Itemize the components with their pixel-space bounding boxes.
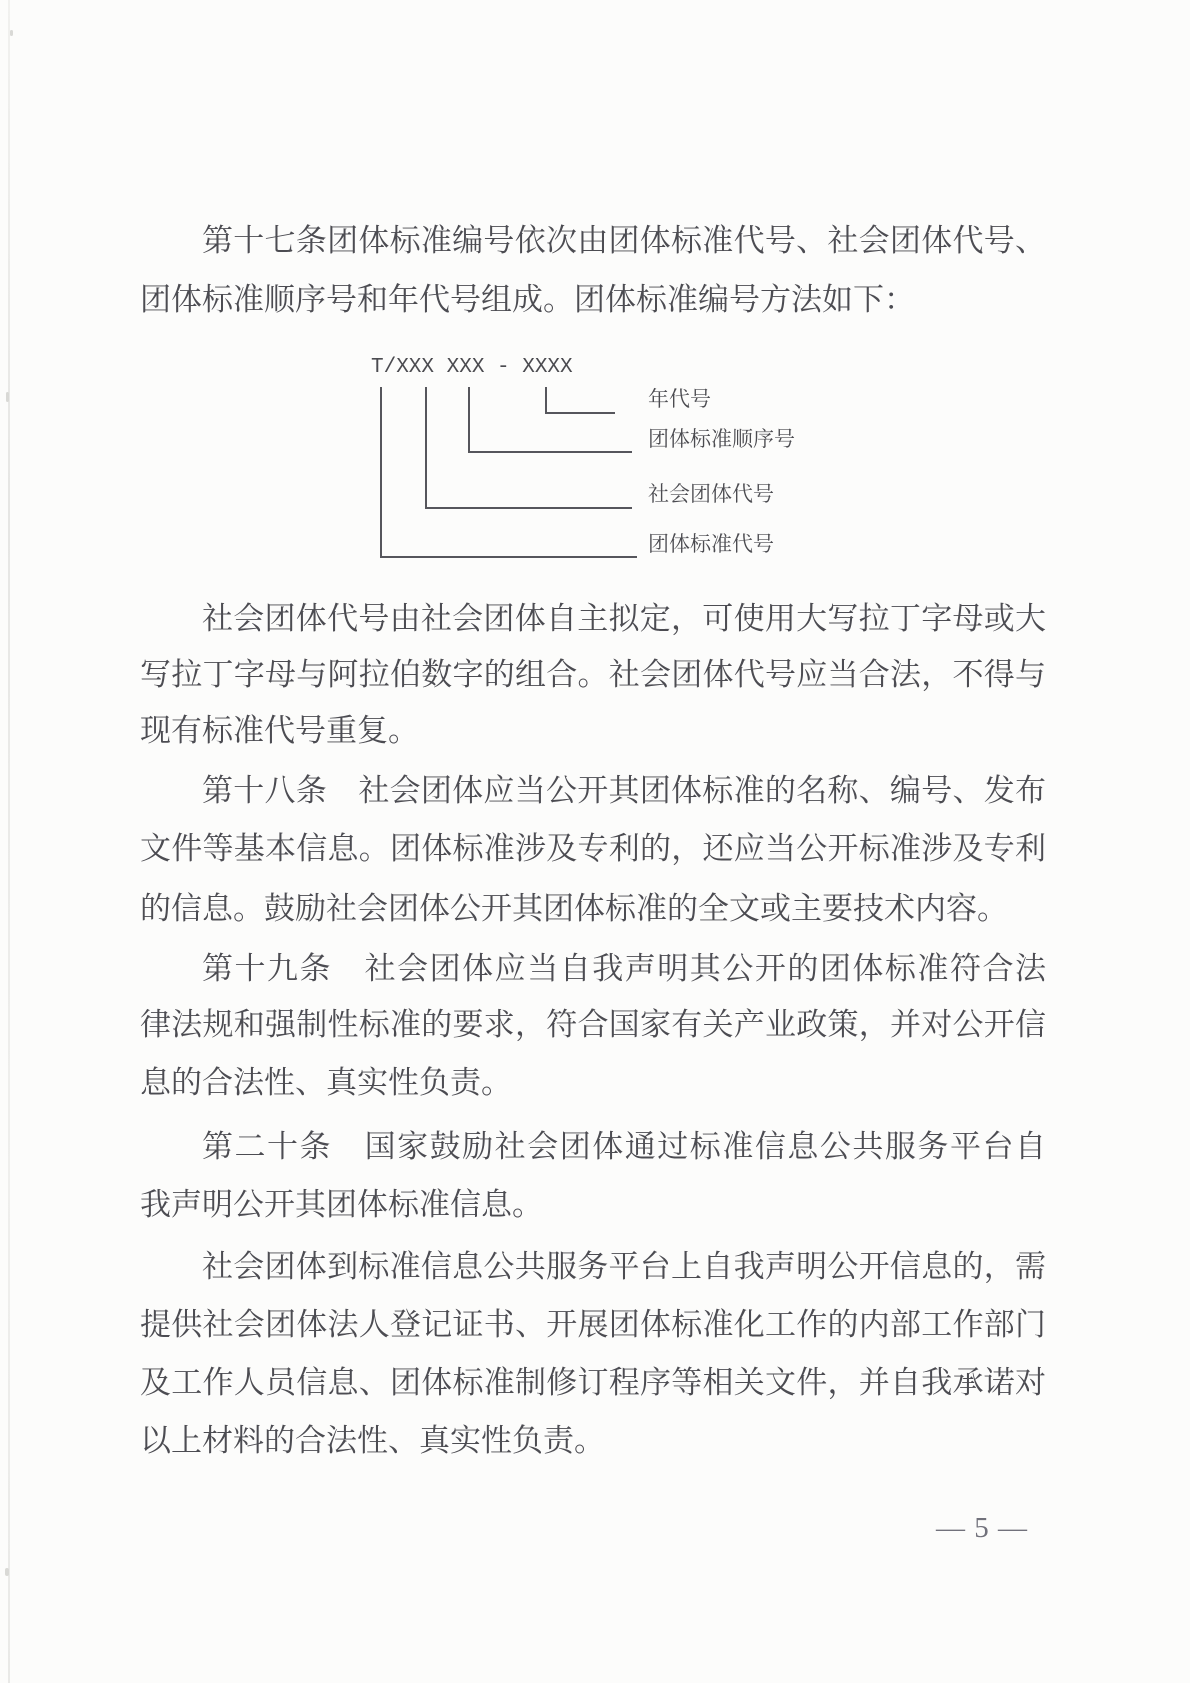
connector-line-year-code [545, 387, 615, 414]
page-number: — 5 — [936, 1512, 1028, 1544]
text-line: 的信息。鼓励社会团体公开其团体标准的全文或主要技术内容。 [140, 891, 1008, 926]
text-line: 及工作人员信息、团体标准制修订程序等相关文件，并自我承诺对 [140, 1365, 1046, 1400]
text-line: 第二十条 国家鼓励社会团体通过标准信息公共服务平台自 [202, 1129, 1046, 1164]
text-line: 文件等基本信息。团体标准涉及专利的，还应当公开标准涉及专利 [140, 831, 1046, 866]
text-line: 第十八条 社会团体应当公开其团体标准的名称、编号、发布 [202, 773, 1046, 808]
text-line: 团体标准顺序号和年代号组成。团体标准编号方法如下： [140, 282, 915, 317]
text-line: 写拉丁字母与阿拉伯数字的组合。社会团体代号应当合法，不得与 [140, 657, 1046, 692]
scan-speck [6, 392, 9, 402]
scan-edge-artifact [8, 0, 10, 1683]
label-social-group-code: 社会团体代号 [648, 482, 774, 506]
text-line: 我声明公开其团体标准信息。 [140, 1187, 543, 1222]
text-line: 以上材料的合法性、真实性负责。 [140, 1423, 605, 1458]
text-line: 社会团体代号由社会团体自主拟定，可使用大写拉丁字母或大 [202, 601, 1046, 636]
label-year-code: 年代号 [648, 387, 711, 411]
text-line: 现有标准代号重复。 [140, 713, 419, 748]
text-line: 提供社会团体法人登记证书、开展团体标准化工作的内部工作部门 [140, 1307, 1046, 1342]
text-line: 社会团体到标准信息公共服务平台上自我声明公开信息的，需 [202, 1249, 1046, 1284]
standard-number-formula: T/XXX XXX - XXXX [371, 356, 573, 379]
text-line: 息的合法性、真实性负责。 [140, 1065, 512, 1100]
scan-speck [10, 30, 13, 36]
text-line: 第十九条 社会团体应当自我声明其公开的团体标准符合法 [202, 951, 1046, 986]
text-line: 律法规和强制性标准的要求，符合国家有关产业政策，并对公开信 [140, 1007, 1046, 1042]
label-sequence-number: 团体标准顺序号 [648, 427, 795, 451]
scan-speck [5, 1568, 9, 1576]
label-group-standard-code: 团体标准代号 [648, 532, 774, 556]
text-line: 第十七条团体标准编号依次由团体标准代号、社会团体代号、 [202, 223, 1046, 258]
